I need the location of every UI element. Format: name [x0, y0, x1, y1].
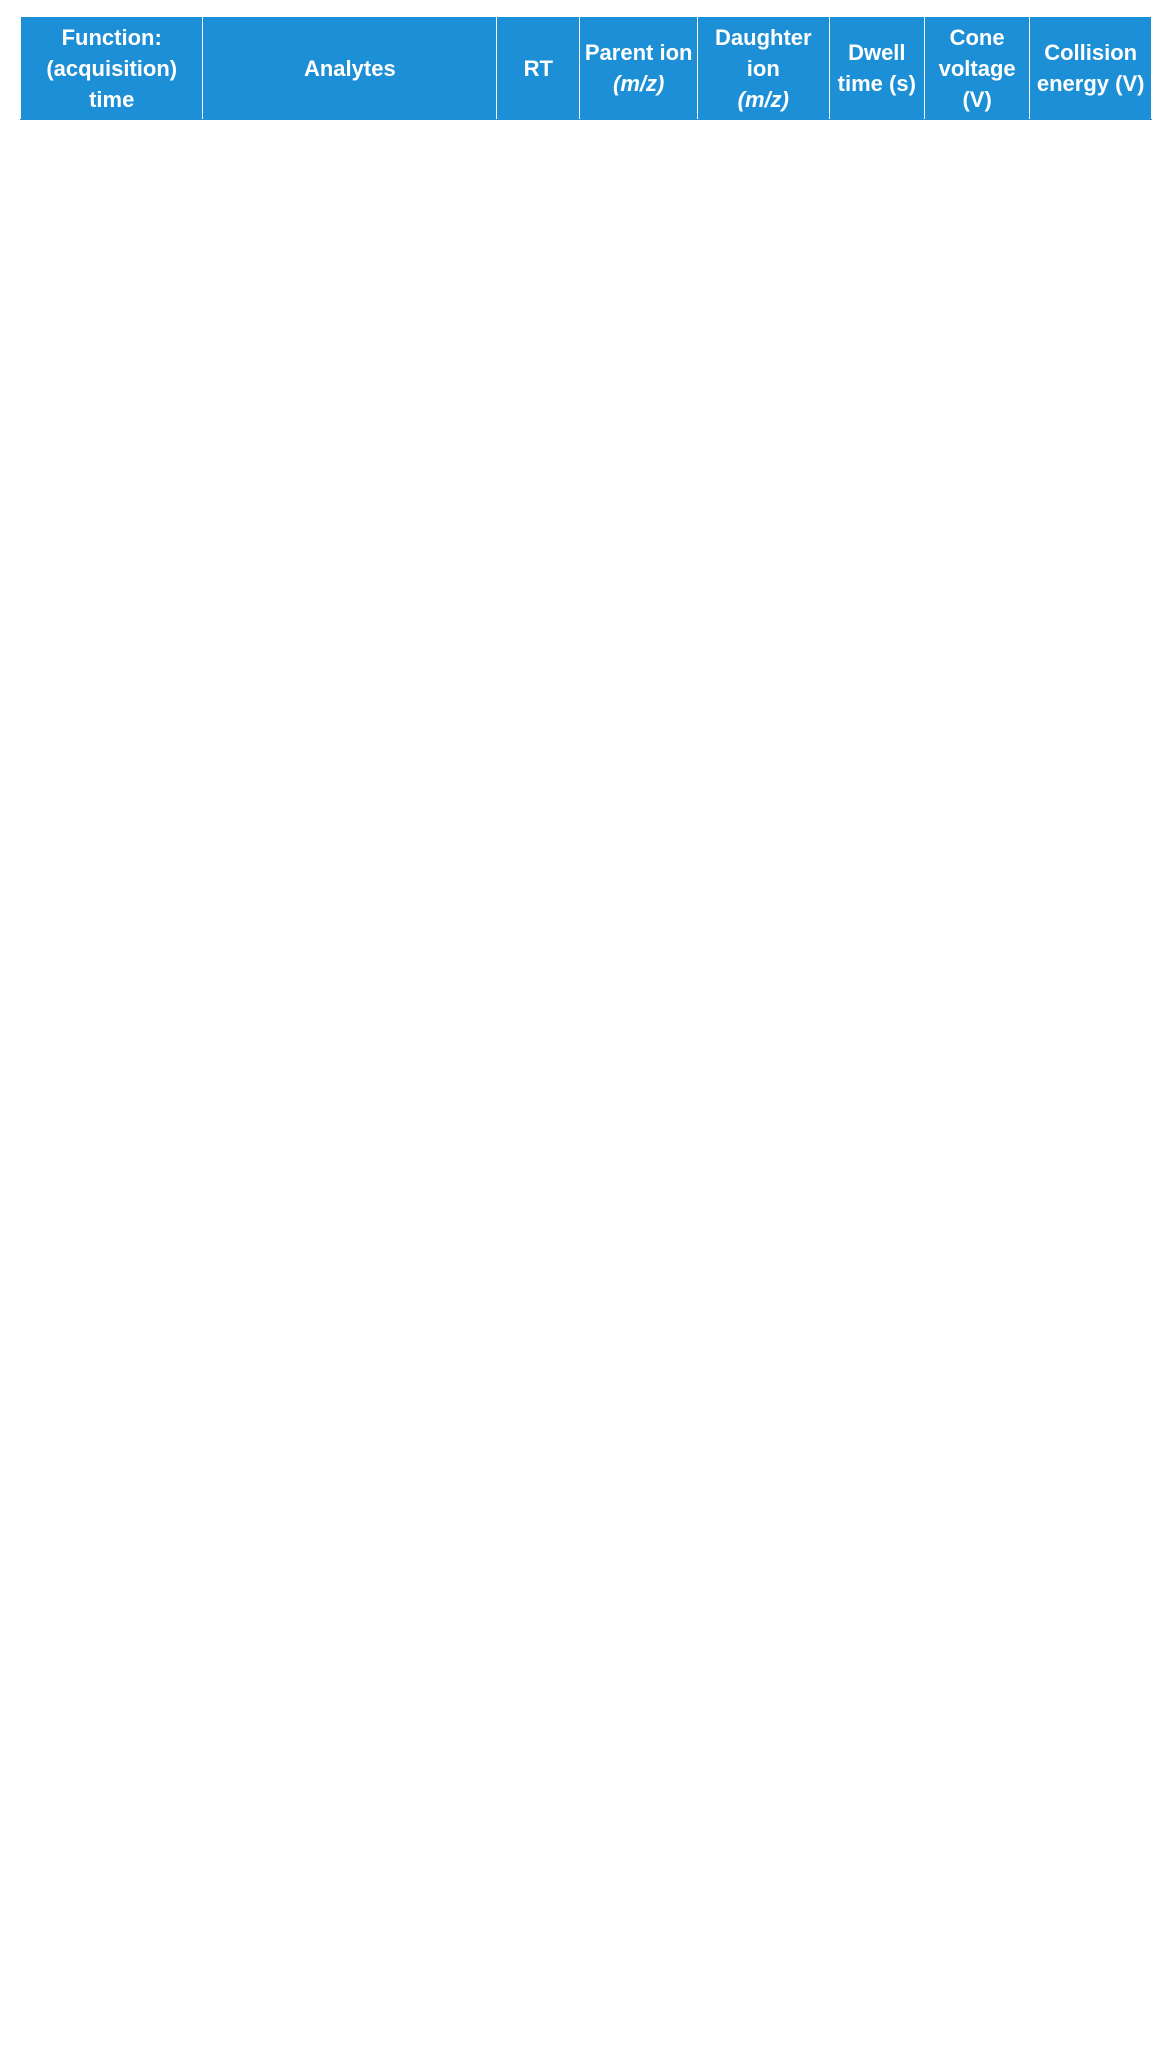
header-parent-ion-unit: (m/z)	[613, 71, 665, 96]
header-parent-ion	[580, 17, 698, 120]
header-parent-ion-label: Parent ion	[584, 40, 693, 65]
header-function: Function: (acquisition) time	[21, 17, 203, 120]
header-collision-energy: Collision energy (V)	[1030, 17, 1152, 120]
table-container	[20, 16, 1152, 120]
header-daughter-ion-unit: (m/z)	[737, 86, 789, 112]
header-row	[21, 17, 1152, 120]
header-daughter-ion	[697, 17, 829, 120]
header-dwell-time: Dwell time (s)	[829, 17, 924, 120]
header-rt: RT	[497, 17, 580, 120]
header-analytes: Analytes	[203, 17, 497, 120]
header-daughter-ion-label: Daughter ion	[715, 24, 812, 81]
header-cone-voltage: Cone voltage (V)	[924, 17, 1029, 120]
mrm-parameters-table	[20, 16, 1152, 120]
